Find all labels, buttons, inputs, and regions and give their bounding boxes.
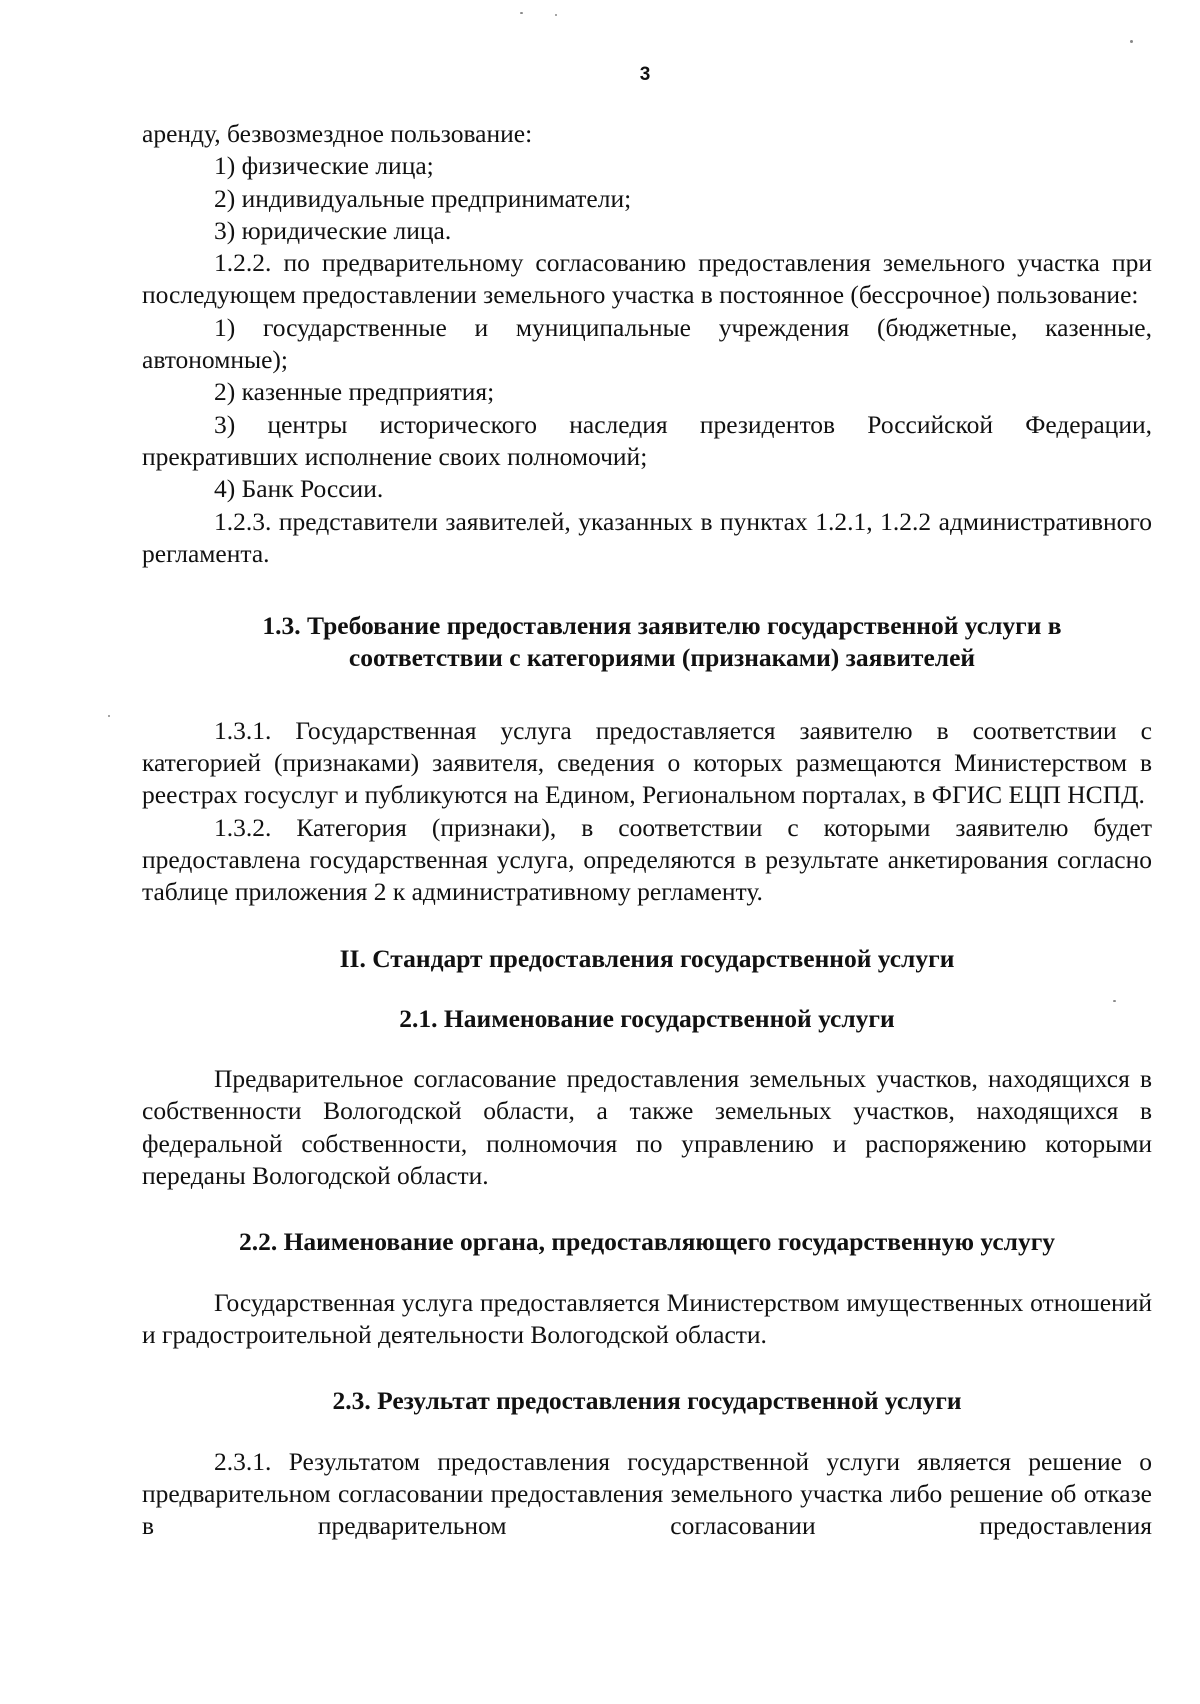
scan-speck <box>520 12 523 14</box>
page-number: 3 <box>639 64 651 85</box>
section-heading: 2.3. Результат предоставления государственной услуги <box>332 1386 962 1416</box>
paragraph: Государственная услуга предоставляется Министерством имущественных отношений и градостроительной деятельности Вологодской области. <box>142 1287 1152 1349</box>
list-item: 2) индивидуальные предприниматели; <box>214 183 632 213</box>
list-item: 1) физические лица; <box>214 151 434 181</box>
scan-speck <box>1130 40 1133 43</box>
paragraph: 1.3.1. Государственная услуга предоставляется заявителю в соответствии с категорией (признаками) заявителя, сведения о которых размещаются Министерством в реестрах госуслуг и публикуются на Едином, Региональном порталах, в ФГИС ЕЦП НСПД. <box>142 715 1152 810</box>
scan-speck <box>1113 1000 1116 1002</box>
paragraph: 2.3.1. Результатом предоставления государственной услуги является решение о предварительном согласовании предоставления земельного участка либо решение об отказе в предварительном согласовании предоставления <box>142 1446 1152 1541</box>
paragraph: 1.2.3. представители заявителей, указанных в пунктах 1.2.1, 1.2.2 административного регламента. <box>142 506 1152 568</box>
section-heading: 1.3. Требование предоставления заявителю государственной услуги в соответствии с категориями (признаками) заявителей <box>262 611 1062 673</box>
section-heading: 2.1. Наименование государственной услуги <box>399 1003 895 1033</box>
list-item: 3) центры исторического наследия президентов Российской Федерации, прекративших исполнение своих полномочий; <box>142 409 1152 471</box>
paragraph: аренду, безвозмездное пользование: <box>142 119 533 148</box>
paragraph: 1.3.2. Категория (признаки), в соответствии с которыми заявителю будет предоставлена государственная услуга, определяются в результате анкетирования согласно таблице приложения 2 к административному регламенту. <box>142 812 1152 907</box>
paragraph: Предварительное согласование предоставления земельных участков, находящихся в собственности Вологодской области, а также земельных участков, находящихся в федеральной собственности, полномочия по управлению и распоряжению которыми переданы Вологодской области. <box>142 1064 1152 1191</box>
scan-speck <box>555 14 557 16</box>
list-item: 2) казенные предприятия; <box>214 377 495 407</box>
list-item: 1) государственные и муниципальные учреждения (бюджетные, казенные, автономные); <box>142 312 1152 375</box>
list-item: 4) Банк России. <box>214 474 384 504</box>
paragraph: 1.2.2. по предварительному согласованию предоставления земельного участка при последующем предоставлении земельного участка в постоянное (бессрочное) пользование: <box>142 248 1152 310</box>
list-item: 3) юридические лица. <box>214 215 452 245</box>
scan-speck <box>108 715 110 717</box>
section-heading: 2.2. Наименование органа, предоставляющего государственную услугу <box>238 1227 1056 1257</box>
document-body <box>142 118 1152 1542</box>
section-heading: II. Стандарт предоставления государственной услуги <box>339 943 955 973</box>
